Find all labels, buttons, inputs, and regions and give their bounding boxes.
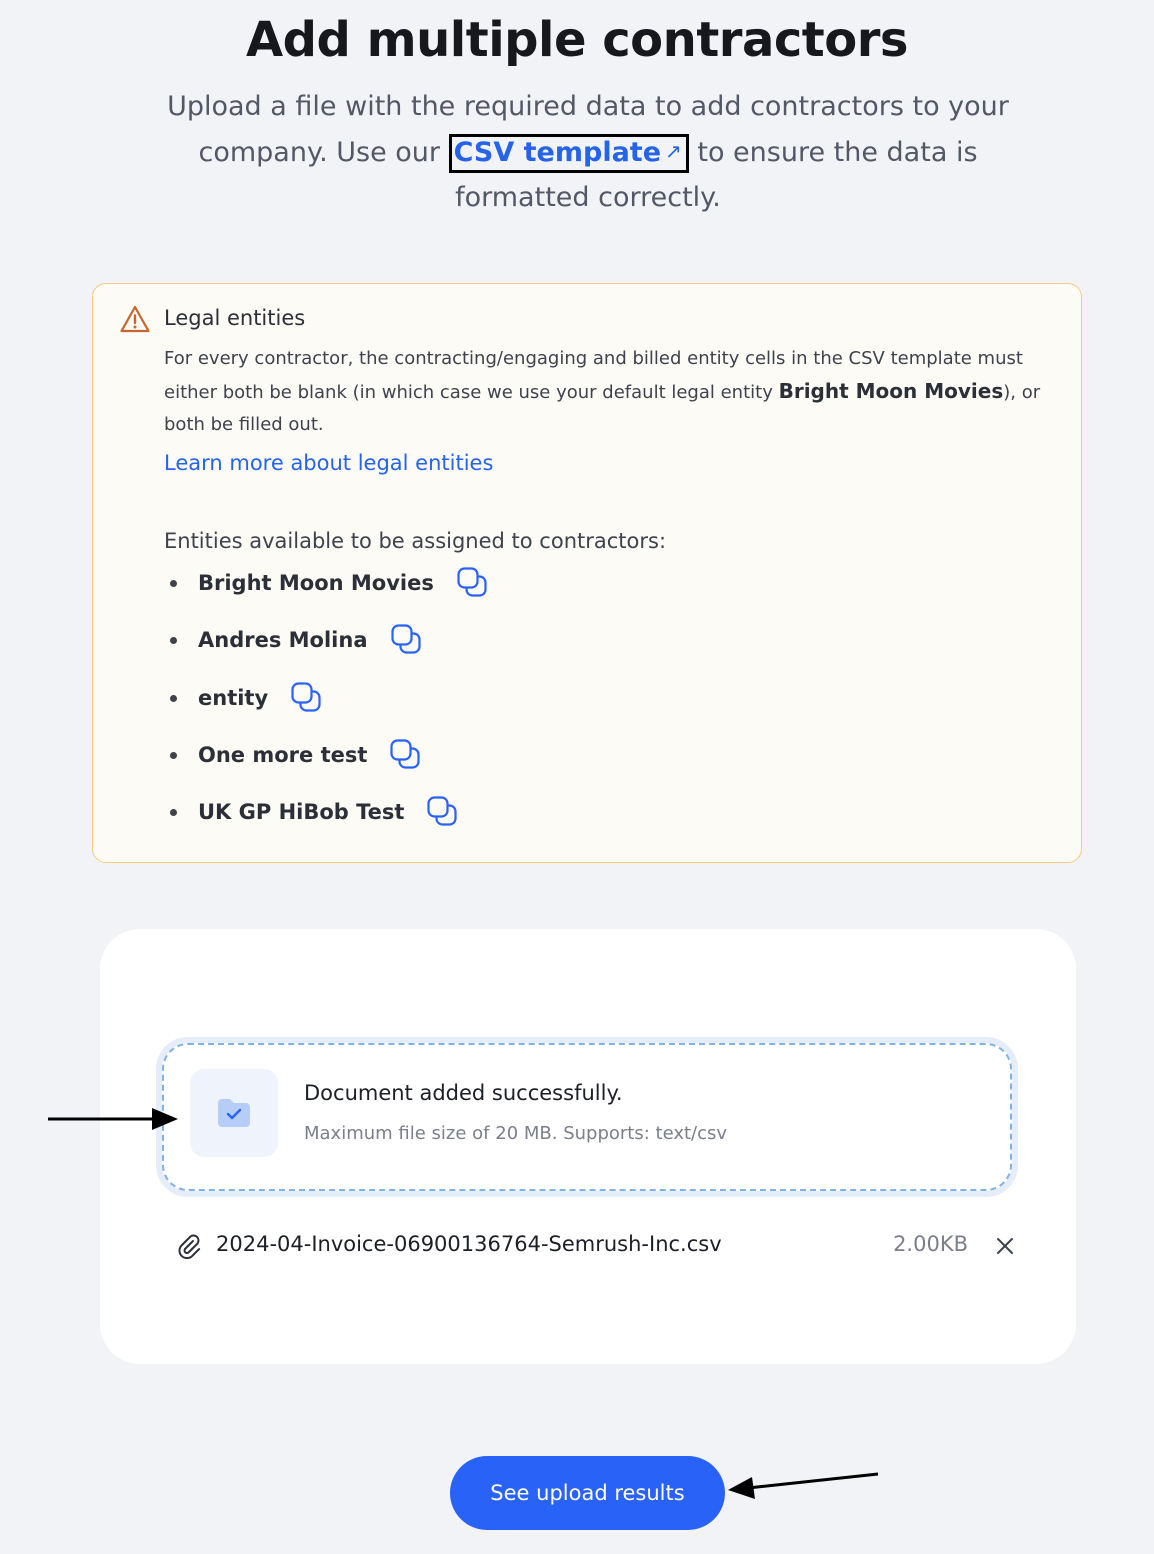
entity-item xyxy=(164,797,488,854)
notice-body-start: For every contractor, the contracting/engaging and billed entity cells in the CSV template must either both be blank (in which case we use your default legal entity xyxy=(164,348,1023,403)
page-title: Add multiple contractors xyxy=(246,12,908,68)
csv-template-link-label: CSV template xyxy=(453,137,662,168)
legal-entities-notice xyxy=(92,283,1082,863)
file-name: 2024-04-Invoice-06900136764-Semrush-Inc.csv xyxy=(216,1232,722,1256)
entity-name: Andres Molina xyxy=(198,628,368,653)
bullet xyxy=(170,580,177,587)
entities-list xyxy=(164,568,488,854)
bullet xyxy=(170,637,177,644)
attached-file-row xyxy=(176,1229,1016,1263)
upload-status: Document added successfully. xyxy=(304,1081,623,1105)
copy-icon[interactable] xyxy=(290,681,322,713)
copy-icon[interactable] xyxy=(456,566,488,598)
folder-check-icon-box xyxy=(190,1069,278,1157)
entity-name: One more test xyxy=(198,742,368,767)
default-entity-name: Bright Moon Movies xyxy=(778,379,1004,403)
arrow-left-icon xyxy=(726,1470,880,1504)
close-icon[interactable] xyxy=(994,1235,1016,1257)
notice-title: Legal entities xyxy=(164,306,306,330)
arrow-right-icon xyxy=(48,1105,180,1133)
warning-icon xyxy=(119,304,151,334)
page-subtitle xyxy=(160,84,1016,220)
notice-body xyxy=(164,343,1054,441)
copy-icon[interactable] xyxy=(390,623,422,655)
notice-body-end: ), or both be filled out. xyxy=(164,382,1041,435)
bullet xyxy=(170,752,177,759)
entity-item xyxy=(164,683,488,740)
upload-hint: Maximum file size of 20 MB. Supports: text/csv xyxy=(304,1123,728,1144)
bullet xyxy=(170,809,177,816)
dropzone-border xyxy=(162,1043,1012,1191)
bullet xyxy=(170,695,177,702)
entity-name: entity xyxy=(198,685,269,710)
entity-name: Bright Moon Movies xyxy=(198,571,434,595)
file-dropzone[interactable] xyxy=(156,1037,1018,1197)
upload-card xyxy=(100,929,1076,1364)
learn-more-legal-entities-link[interactable]: Learn more about legal entities xyxy=(164,451,494,475)
entity-item xyxy=(164,740,488,797)
see-upload-results-button[interactable]: See upload results xyxy=(450,1456,725,1530)
file-size: 2.00KB xyxy=(893,1232,968,1256)
entities-label: Entities available to be assigned to contractors: xyxy=(164,529,667,553)
copy-icon[interactable] xyxy=(426,795,458,827)
folder-check-icon xyxy=(216,1097,252,1129)
subtitle-text-start: Upload a file with the required data to add contractors to your company. Use our xyxy=(167,91,1009,168)
csv-template-link[interactable] xyxy=(449,134,689,173)
entity-name: UK GP HiBob Test xyxy=(198,800,405,825)
copy-icon[interactable] xyxy=(389,738,421,770)
subtitle-text-end: to ensure the data is formatted correctly. xyxy=(455,137,978,213)
paperclip-icon xyxy=(176,1233,202,1259)
entity-item xyxy=(164,568,488,625)
external-link-icon: ↗ xyxy=(665,139,682,163)
entity-item xyxy=(164,625,488,682)
